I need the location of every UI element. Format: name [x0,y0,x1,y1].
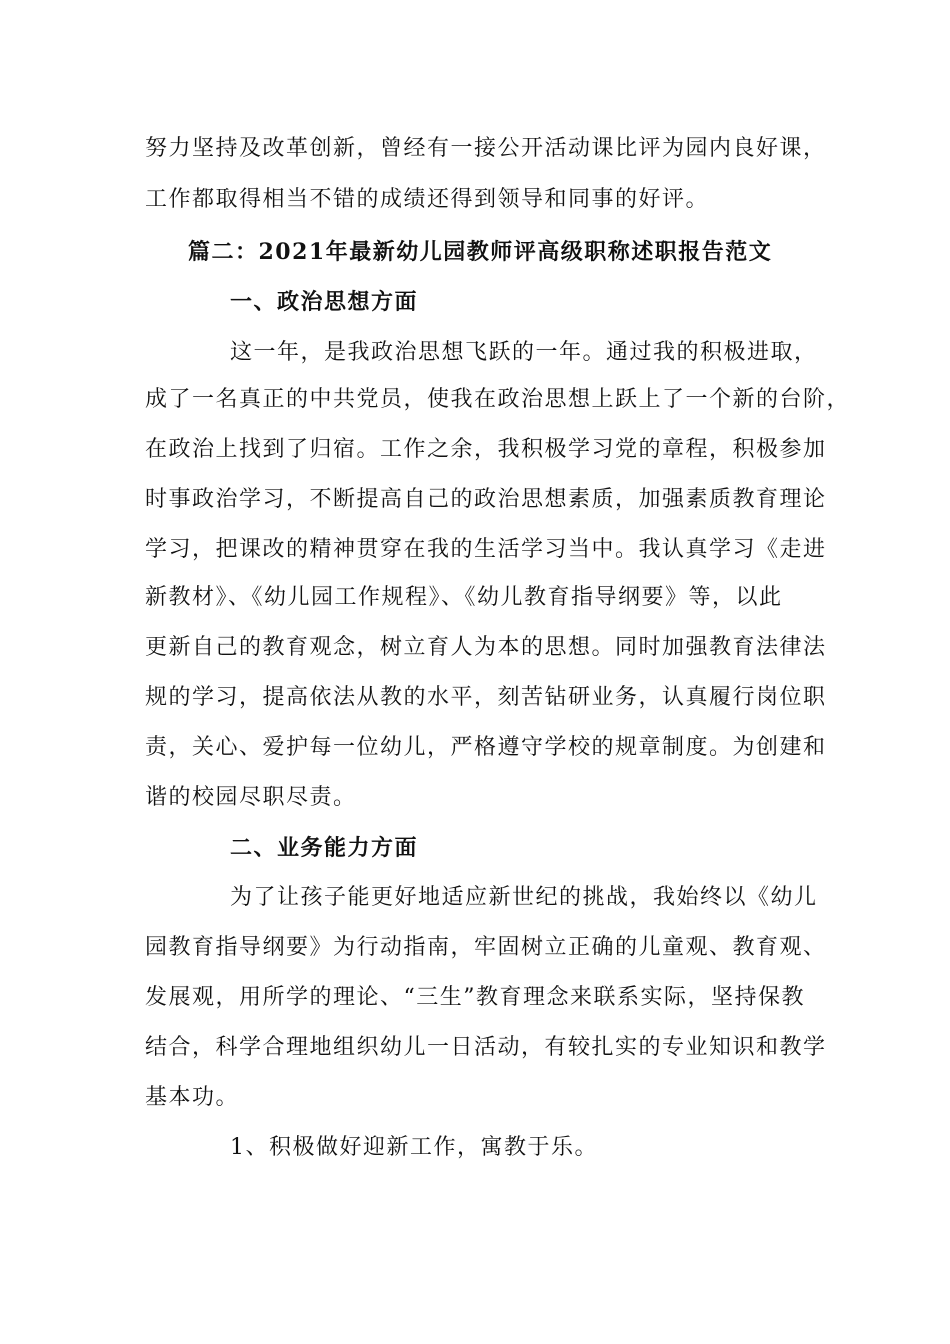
paragraph-line: 谐的校园尽职尽责。 [145,785,357,810]
paragraph-line: 园教育指导纲要》为行动指南，牢固树立正确的儿童观、教育观、 [145,935,827,960]
paragraph-line: 这一年，是我政治思想飞跃的一年。通过我的积极进取， [230,340,818,365]
paragraph-line: 发展观，用所学的理论、“三生”教育理念来联系实际，坚持保教 [145,985,805,1010]
paragraph-line: 更新自己的教育观念，树立育人为本的思想。同时加强教育法律法 [145,635,827,660]
section-heading: 二、业务能力方面 [230,835,419,861]
paragraph-line: 基本功。 [145,1085,240,1110]
paragraph-line: 规的学习，提高依法从教的水平，刻苦钻研业务，认真履行岗位职 [145,685,827,710]
paragraph-line: 在政治上找到了归宿。工作之余，我积极学习党的章程，积极参加 [145,437,827,462]
paragraph-line: 工作都取得相当不错的成绩还得到领导和同事的好评。 [145,187,710,212]
paragraph-line: 结合，科学合理地组织幼儿一日活动，有较扎实的专业知识和教学 [145,1035,827,1060]
section-heading: 一、政治思想方面 [230,289,419,315]
list-item: 1、积极做好迎新工作，寓教于乐。 [230,1135,598,1160]
paragraph-line: 为了让孩子能更好地适应新世纪的挑战，我始终以《幼儿 [230,885,818,910]
paragraph-line: 学习，把课改的精神贯穿在我的生活学习当中。我认真学习《走进 [145,537,827,562]
section-title: 篇二：2021年最新幼儿园教师评高级职称述职报告范文 [188,239,773,265]
paragraph-line: 新教材》、《幼儿园工作规程》、《幼儿教育指导纲要》等，以此 [145,585,783,610]
paragraph-line: 成了一名真正的中共党员，使我在政治思想上跃上了一个新的台阶， [145,387,851,412]
paragraph-line: 责，关心、爱护每一位幼儿，严格遵守学校的规章制度。为创建和 [145,735,827,760]
paragraph-line: 时事政治学习，不断提高自己的政治思想素质，加强素质教育理论 [145,487,827,512]
paragraph-line: 努力坚持及改革创新，曾经有一接公开活动课比评为园内良好课， [145,136,827,161]
